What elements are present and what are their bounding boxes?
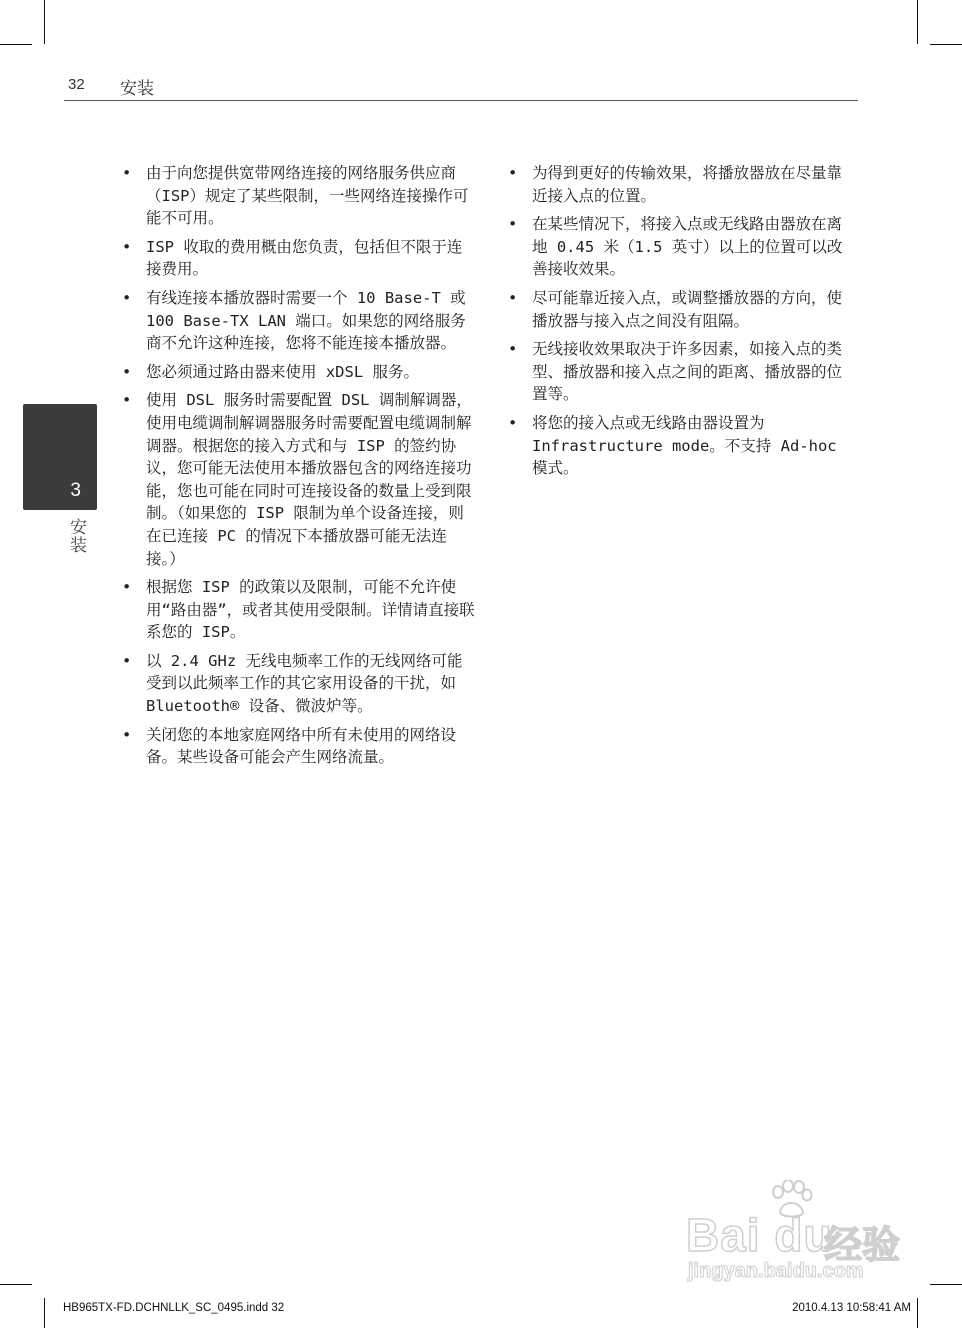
list-item	[122, 650, 476, 718]
crop-mark	[0, 44, 32, 45]
list-item	[508, 338, 853, 406]
list-item-text: 根据您 ISP 的政策以及限制，可能不允许使用“路由器”，或者其使用受限制。详情请直接联系您的 ISP。	[146, 578, 475, 642]
crop-mark	[930, 1284, 962, 1285]
chapter-tab	[23, 404, 97, 510]
list-item	[122, 724, 476, 769]
list-item-text: 使用 DSL 服务时需要配置 DSL 调制解调器，使用电缆调制解调器服务时需要配置电缆调制解调器。根据您的接入方式和与 ISP 的签约协议，您可能无法使用本播放器包含的网络连接功能，您也可能在同时可连接设备的数量上受到限制。（如果您的 ISP 限制为单个设备连接，则在已连接 PC 的情况下本播放器可能无法连接。）	[146, 391, 472, 568]
bullet: •	[122, 651, 132, 670]
bullet: •	[122, 578, 132, 597]
right-column	[508, 162, 853, 486]
list-item-text: ISP 收取的费用概由您负责，包括但不限于连接费用。	[146, 237, 463, 279]
bullet: •	[122, 164, 132, 182]
baidu-watermark	[682, 1180, 902, 1285]
crop-mark	[44, 0, 45, 44]
list-item	[122, 576, 476, 644]
list-item-text: 在某些情况下，将接入点或无线路由器放在离地 0.45 米（1.5 英寸）以上的位置可以改善接收效果。	[532, 215, 843, 279]
list-item	[122, 287, 476, 355]
list-item-text: 尽可能靠近接入点，或调整播放器的方向，使播放器与接入点之间没有阻隔。	[532, 288, 843, 330]
header-rule	[64, 100, 858, 101]
page-header	[64, 74, 858, 98]
list-item	[508, 162, 853, 207]
watermark-url: jingyan.baidu.com	[688, 1260, 864, 1282]
list-item	[508, 412, 853, 480]
bullet: •	[508, 340, 518, 359]
chapter-label: 安装	[66, 518, 86, 554]
crop-mark	[930, 44, 962, 45]
list-item-text: 有线连接本播放器时需要一个 10 Base-T 或 100 Base-TX LAN 端口。如果您的网络服务商不允许这种连接，您将不能连接本播放器。	[146, 288, 466, 353]
bullet: •	[122, 237, 132, 256]
list-item-text: 为得到更好的传输效果，将播放器放在尽量靠近接入点的位置。	[532, 164, 843, 205]
crop-mark	[0, 1284, 32, 1285]
list-item-text: 关闭您的本地家庭网络中所有未使用的网络设备。某些设备可能会产生网络流量。	[146, 725, 457, 767]
page-number: 32	[68, 76, 85, 93]
list-item	[122, 236, 476, 281]
watermark-brand-cn: 经验	[824, 1223, 901, 1267]
bullet: •	[508, 413, 518, 432]
left-column	[122, 162, 476, 775]
bullet: •	[508, 215, 518, 234]
footer-file-info: HB965TX-FD.DCHNLLK_SC_0495.indd 32	[63, 1302, 285, 1314]
crop-mark	[917, 1298, 918, 1328]
chapter-number: 3	[70, 480, 81, 501]
list-item-text: 将您的接入点或无线路由器设置为 Infrastructure mode。不支持 Ad-hoc 模式。	[532, 413, 837, 478]
bullet: •	[122, 288, 132, 307]
list-item	[508, 287, 853, 332]
bullet: •	[508, 288, 518, 307]
bullet: •	[122, 391, 132, 410]
watermark-brand: Bai du	[686, 1209, 833, 1261]
list-item	[122, 389, 476, 570]
list-item-text: 您必须通过路由器来使用 xDSL 服务。	[146, 362, 419, 381]
list-item	[122, 162, 476, 230]
section-title: 安装	[120, 79, 154, 99]
list-item-text: 无线接收效果取决于许多因素，如接入点的类型、播放器和接入点之间的距离、播放器的位置等。	[532, 340, 843, 404]
bullet: •	[508, 164, 518, 182]
list-item	[508, 213, 853, 281]
list-item-text: 以 2.4 GHz 无线电频率工作的无线网络可能受到以此频率工作的其它家用设备的干扰，如 Bluetooth® 设备、微波炉等。	[146, 651, 463, 716]
crop-mark	[917, 0, 918, 44]
crop-mark	[44, 1298, 45, 1328]
list-item	[122, 361, 476, 384]
footer-timestamp: 2010.4.13 10:58:41 AM	[792, 1302, 911, 1314]
list-item-text: 由于向您提供宽带网络连接的网络服务供应商（ISP）规定了某些限制，一些网络连接操作可能不可用。	[146, 164, 469, 228]
bullet: •	[122, 725, 132, 744]
bullet: •	[122, 362, 132, 381]
